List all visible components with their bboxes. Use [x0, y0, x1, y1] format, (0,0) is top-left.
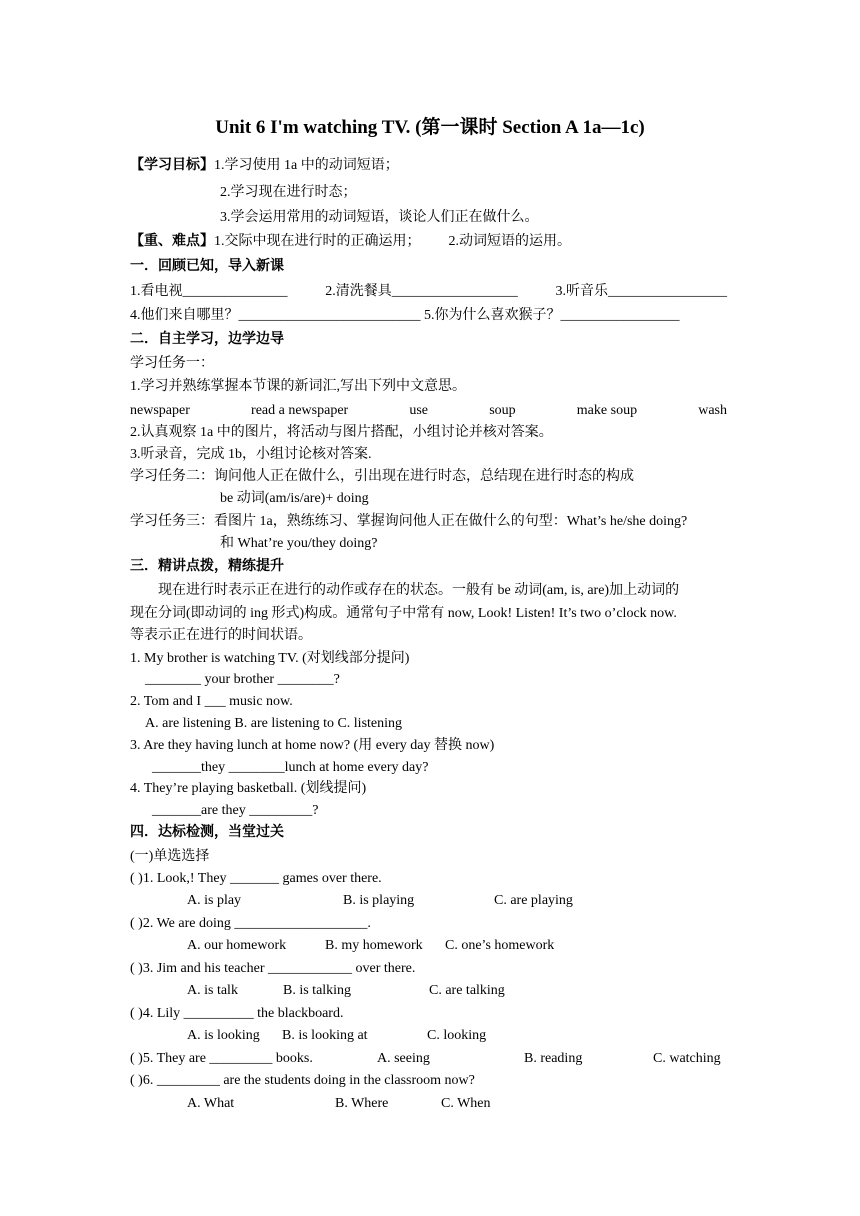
quiz-q5-option-a: A. seeing [377, 1051, 430, 1066]
quiz-q6-option-c: C. When [441, 1096, 491, 1111]
section-1-heading: 一．回顾已知，导入新课 [130, 259, 284, 274]
section-1-line-2: 4.他们来自哪里？__________________________ 5.你为什么喜欢猴子？_________________ [130, 308, 680, 323]
quiz-q2-stem: ( )2. We are doing ___________________. [130, 916, 371, 931]
quiz-q5-option-b: B. reading [524, 1051, 583, 1066]
quiz-q4-stem: ( )4. Lily __________ the blackboard. [130, 1006, 344, 1021]
practice-q1: 1. My brother is watching TV. (对划线部分提问) [130, 651, 410, 666]
objective-item-1: 1.学习使用 1a 中的动词短语； [214, 158, 399, 173]
review-item-3: 3.听音乐_________________ [555, 284, 727, 299]
grammar-para-line-2: 现在分词(即动词的 ing 形式)构成。通常句子中常有 now, Look! Listen! It’s two o’clock now. [130, 606, 677, 621]
task-3-line-1: 学习任务三：看图片 1a，熟练练习、掌握询问他人正在做什么的句型：What’s he/she doing? [130, 514, 688, 529]
task-2-line-2: be 动词(am/is/are)+ doing [220, 491, 369, 506]
practice-q2-options: A. are listening B. are listening to C. listening [145, 716, 403, 731]
quiz-q3-option-c: C. are talking [429, 983, 505, 998]
section-1-line-1 [130, 283, 727, 301]
practice-q3-blank: _______they ________lunch at home every day? [152, 760, 429, 775]
practice-q1-blank: ________ your brother ________? [145, 672, 340, 687]
quiz-q1-option-c: C. are playing [494, 893, 573, 908]
quiz-q3-option-b: B. is talking [283, 983, 352, 998]
practice-q3: 3. Are they having lunch at home now? (用 every day 替换 now) [130, 738, 495, 753]
quiz-q3-stem: ( )3. Jim and his teacher ____________ over there. [130, 961, 416, 976]
vocab-word: soup [489, 403, 516, 418]
task-2-line-1: 学习任务二：询问他人正在做什么，引出现在进行时态，总结现在进行时态的构成 [130, 469, 634, 484]
task-1-item-2: 2.认真观察 1a 中的图片，将活动与图片搭配，小组讨论并核对答案。 [130, 425, 553, 440]
task-1-item-3: 3.听录音，完成 1b，小组讨论核对答案. [130, 447, 372, 462]
quiz-q1-option-a: A. is play [187, 893, 242, 908]
practice-q2: 2. Tom and I ___ music now. [130, 694, 293, 709]
quiz-q6-stem: ( )6. _________ are the students doing in the classroom now? [130, 1073, 475, 1088]
page-title: Unit 6 I'm watching TV. (第一课时 Section A 1a—1c) [215, 117, 645, 138]
quiz-q3-option-a: A. is talk [187, 983, 238, 998]
vocab-word: read a newspaper [251, 403, 349, 418]
quiz-q6-option-a: A. What [187, 1096, 235, 1111]
task-1-label: 学习任务一： [130, 356, 214, 371]
objective-item-3: 3.学会运用常用的动词短语，谈论人们正在做什么。 [220, 210, 539, 225]
practice-q4-blank: _______are they _________? [152, 803, 319, 818]
objective-item-2: 2.学习现在进行时态； [220, 185, 357, 200]
quiz-q2-option-b: B. my homework [325, 938, 423, 953]
objectives-line-1 [130, 157, 399, 175]
key-points-line [130, 233, 571, 251]
section-3-heading: 三．精讲点拨，精练提升 [130, 559, 284, 574]
quiz-q5-stem: ( )5. They are _________ books. [130, 1051, 313, 1066]
vocab-word: make soup [576, 403, 638, 418]
section-4-sub: (一)单选选择 [130, 849, 210, 864]
quiz-q4-option-c: C. looking [427, 1028, 487, 1043]
review-item-2: 2.清洗餐具__________________ [325, 284, 518, 299]
quiz-q6-option-b: B. Where [335, 1096, 389, 1111]
section-2-heading: 二．自主学习，边学边导 [130, 332, 284, 347]
key-point-1: 1.交际中现在进行时的正确运用； [214, 234, 421, 249]
vocab-row [130, 402, 727, 420]
grammar-para-line-1: 现在进行时表示正在进行的动作或存在的状态。一般有 be 动词(am, is, are)加上动词的 [158, 583, 680, 598]
key-point-2: 2.动词短语的运用。 [448, 234, 571, 249]
quiz-q1-option-b: B. is playing [343, 893, 415, 908]
review-item-1: 1.看电视_______________ [130, 284, 288, 299]
quiz-q4-option-a: A. is looking [187, 1028, 260, 1043]
section-4-heading: 四．达标检测，当堂过关 [130, 825, 284, 840]
quiz-q1-stem: ( )1. Look,! They _______ games over there. [130, 871, 382, 886]
quiz-q5-option-c: C. watching [653, 1051, 721, 1066]
task-3-line-2: 和 What’re you/they doing? [220, 536, 378, 551]
quiz-q2-option-c: C. one’s homework [445, 938, 555, 953]
grammar-para-line-3: 等表示正在进行的时间状语。 [130, 628, 312, 643]
vocab-word: wash [698, 403, 727, 418]
task-1-item-1: 1.学习并熟练掌握本节课的新词汇,写出下列中文意思。 [130, 379, 466, 394]
key-points-label: 【重、难点】 [130, 234, 214, 249]
vocab-word: newspaper [130, 403, 190, 418]
quiz-q2-option-a: A. our homework [187, 938, 287, 953]
practice-q4: 4. They’re playing basketball. (划线提问) [130, 781, 367, 796]
vocab-word: use [409, 403, 429, 418]
quiz-q4-option-b: B. is looking at [282, 1028, 368, 1043]
objectives-label: 【学习目标】 [130, 158, 214, 173]
